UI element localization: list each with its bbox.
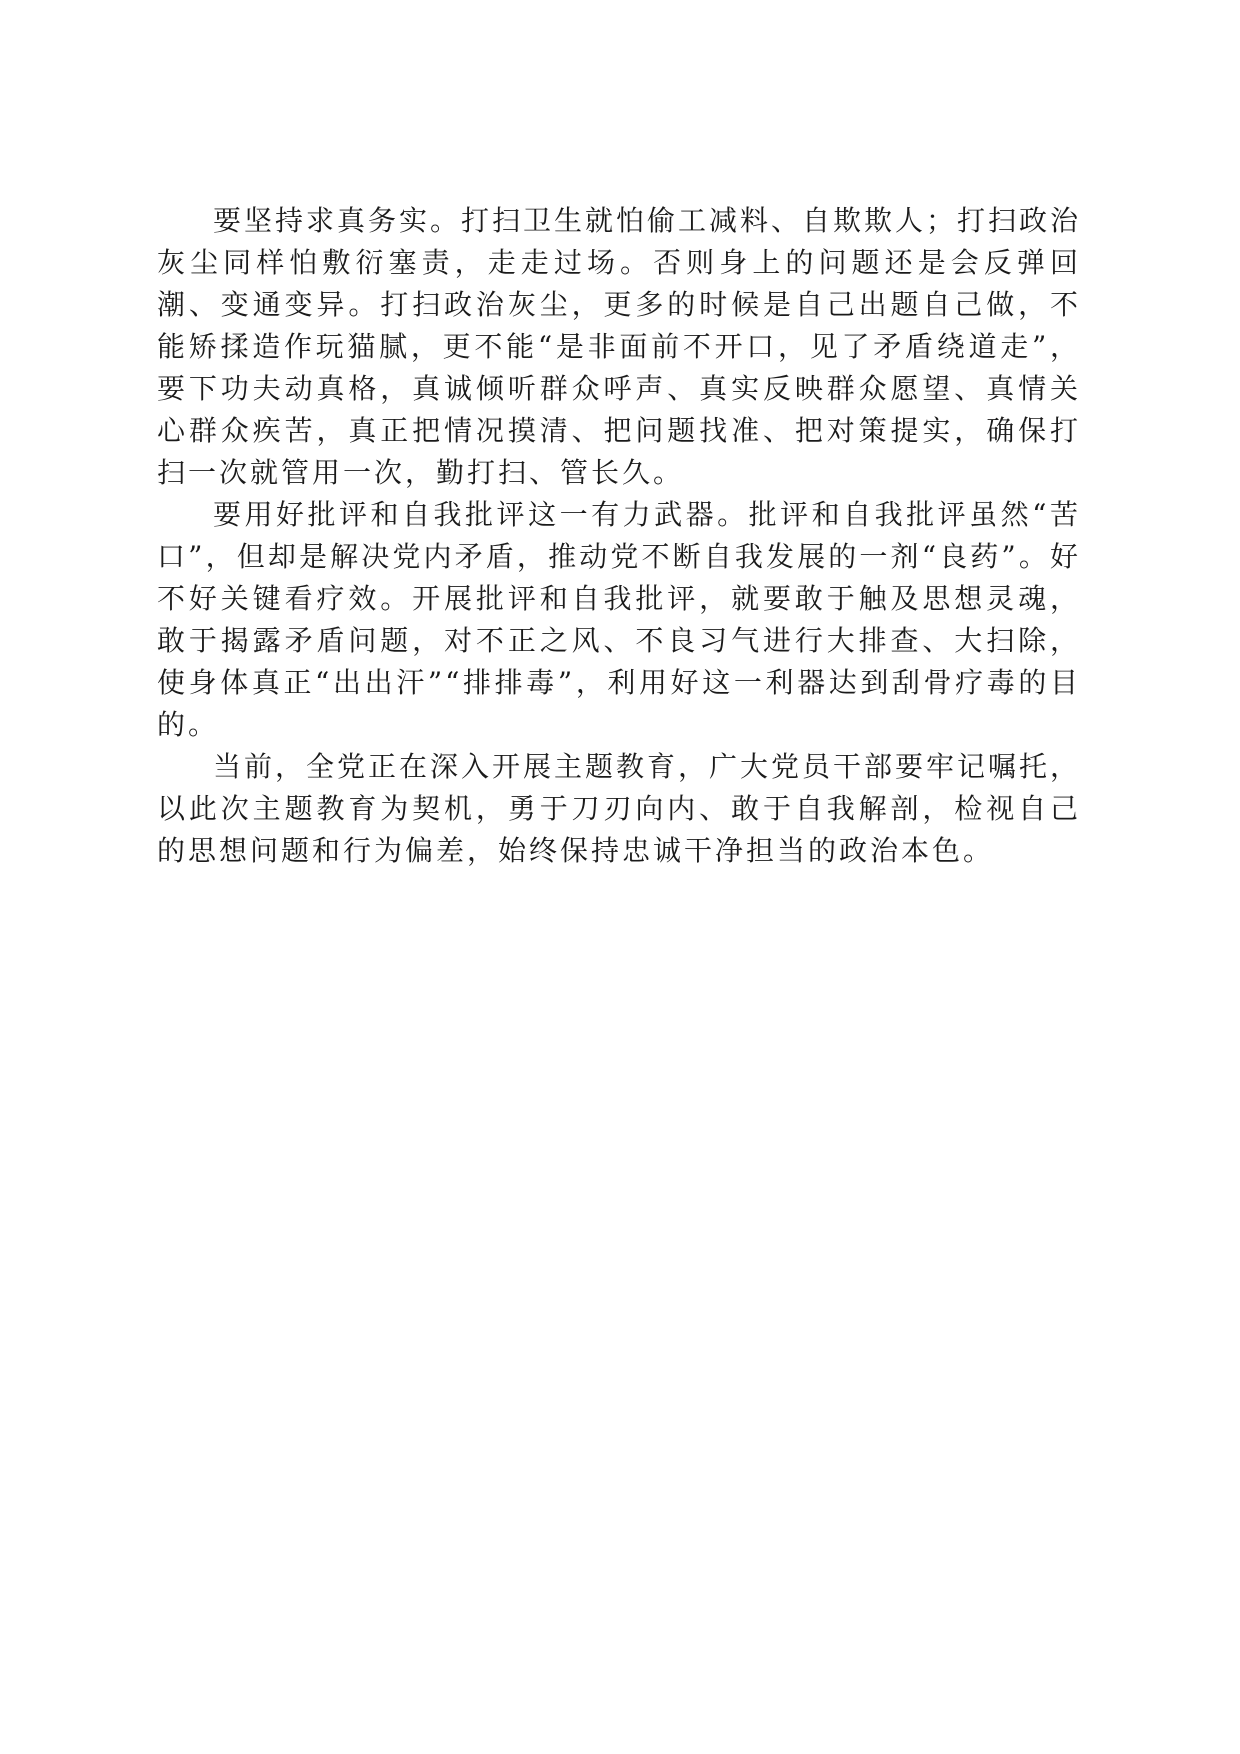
paragraph-criticism: 要用好批评和自我批评这一有力武器。批评和自我批评虽然“苦口”，但却是解决党内矛盾，推动党不断自我发展的一剂“良药”。好不好关键看疗效。开展批评和自我批评，就要敢于触及思想灵魂，敢于揭露矛盾问题，对不正之风、不良习气进行大排查、大扫除，使身体真正“出出汗”“排排毒”，利用好这一利器达到刮骨疗毒的目的。 [157, 498, 1081, 741]
paragraph-seek-truth: 要坚持求真务实。打扫卫生就怕偷工减料、自欺欺人；打扫政治灰尘同样怕敷衍塞责，走走过场。否则身上的问题还是会反弹回潮、变通变异。打扫政治灰尘，更多的时候是自己出题自己做，不能矫揉造作玩猫腻，更不能“是非面前不开口，见了矛盾绕道走”，要下功夫动真格，真诚倾听群众呼声、真实反映群众愿望、真情关心群众疾苦，真正把情况摸清、把问题找准、把对策提实，确保打扫一次就管用一次，勤打扫、管长久。 [157, 204, 1082, 489]
paragraph-theme-education: 当前，全党正在深入开展主题教育，广大党员干部要牢记嘱托，以此次主题教育为契机，勇于刀刃向内、敢于自我解剖，检视自己的思想问题和行为偏差，始终保持忠诚干净担当的政治本色。 [157, 750, 1082, 867]
document-body [157, 200, 1081, 872]
